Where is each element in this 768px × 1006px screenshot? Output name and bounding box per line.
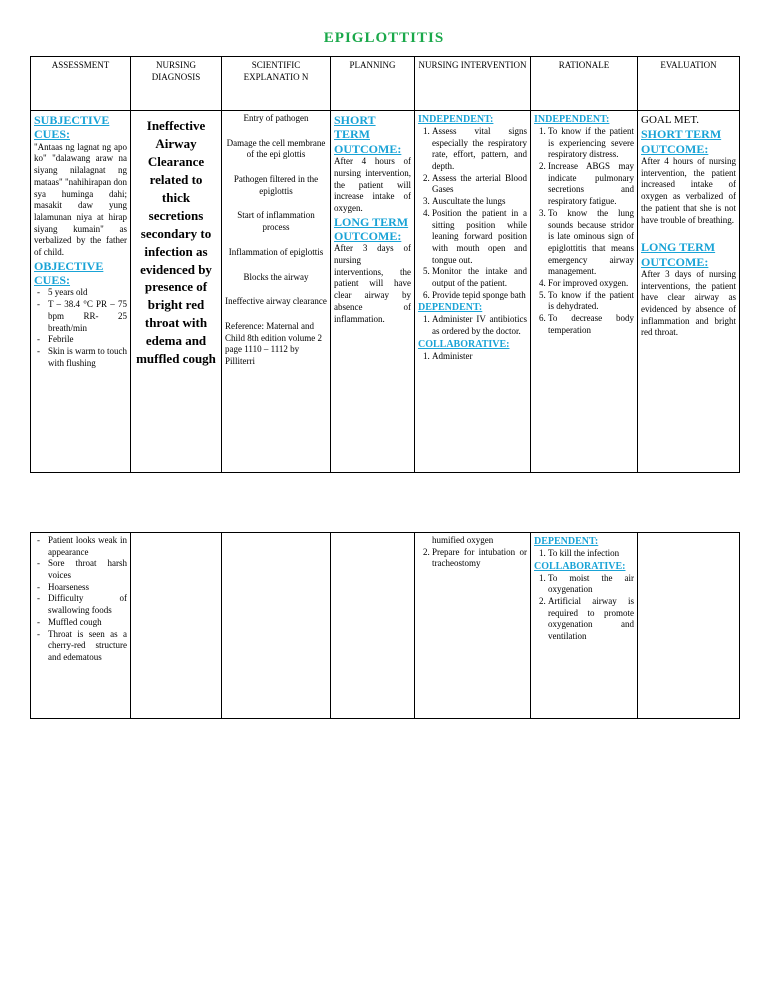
- list-item: - 5 years old: [34, 287, 127, 299]
- header-scientific-explanation: SCIENTIFIC EXPLANATIO N: [222, 57, 331, 111]
- short-term-outcome-text: After 4 hours of nursing intervention, the patient will increase intake of oxygen.: [334, 156, 411, 213]
- header-planning: PLANNING: [331, 57, 415, 111]
- subjective-cues-text: "Antaas ng lagnat ng apo ko" "dalawang araw na siyang nilalagnat ng mataas" "nahihirapan don sya huminga dahi; masakit daw yung lalamunan niya at hirap siyang kumain" as verbalized by the father of child.: [34, 141, 127, 257]
- list-item: 1. To moist the air oxygenation: [548, 573, 634, 596]
- list-item: 5. To know if the patient is dehydrated.: [548, 290, 634, 313]
- header-rationale: RATIONALE: [531, 57, 638, 111]
- list-item: 6. To decrease body temperation: [548, 313, 634, 336]
- evaluation-cell: [638, 111, 740, 473]
- list-item: 2. Artificial airway is required to promote oxygenation and ventilation: [548, 596, 634, 643]
- diagnosis-cell-continued: [131, 533, 222, 719]
- evaluation-cell-continued: [638, 533, 740, 719]
- collaborative-interventions: [418, 351, 527, 363]
- objective-cues-list: [34, 287, 127, 369]
- list-item: 2. Increase ABGS may indicate pulmonary secretions and respiratory fatigue.: [548, 161, 634, 208]
- scientific-explanation-cell: [222, 111, 331, 473]
- list-item: 4. For improved oxygen.: [548, 278, 634, 290]
- assessment-cell-continued: [31, 533, 131, 719]
- pathophysiology-step: Start of inflammation process: [237, 210, 315, 233]
- short-term-evaluation-text: After 4 hours of nursing intervention, the patient increased intake of oxygen as verbalized of the patient that she is not have trouble of breathing.: [641, 156, 736, 225]
- nursing-diagnosis-text: Ineffective Airway Clearance related to thick secretions secondary to infection as evidenced by presence of bright red throat with edema and muffled cough: [136, 118, 216, 367]
- list-item: 6. Provide tepid sponge bath: [432, 290, 527, 302]
- list-item: - T – 38.4 °C PR – 75 bpm RR- 25 breath/min: [34, 299, 127, 334]
- list-item: - Hoarseness: [34, 582, 127, 594]
- long-term-outcome-text: After 3 days of nursing interventions, the patient will have clear airway by absence of inflammation.: [334, 243, 411, 324]
- list-item: 1. To kill the infection: [548, 548, 634, 560]
- content-row-page-2: [31, 533, 740, 719]
- pathophysiology-step: Entry of pathogen: [243, 113, 309, 123]
- scientific-cell-continued: [222, 533, 331, 719]
- care-plan-table-page-2: [30, 532, 740, 719]
- short-term-outcome-label: SHORT TERM OUTCOME:: [334, 113, 402, 156]
- list-item: 3. To know the lung sounds because stridor is late ominous sign of epiglottitis that means emergency airway management.: [548, 208, 634, 278]
- list-item: 1. Administer IV antibiotics as ordered by the doctor.: [432, 314, 527, 337]
- dependent-label: DEPENDENT:: [418, 302, 483, 314]
- rationale-cell-continued: [531, 533, 638, 719]
- list-item: 3. Auscultate the lungs: [432, 196, 527, 208]
- independent-rationale: [534, 126, 634, 336]
- list-item: 5. Monitor the intake and output of the patient.: [432, 266, 527, 289]
- independent-interventions: [418, 126, 527, 301]
- header-assessment: ASSESSMENT: [31, 57, 131, 111]
- independent-label: INDEPENDENT:: [534, 114, 610, 125]
- collaborative-continued-text: humified oxygen: [432, 535, 494, 545]
- objective-cues-label: OBJECTIVE CUES:: [34, 258, 104, 288]
- document-title: EPIGLOTTITIS: [323, 30, 445, 46]
- intervention-cell: [415, 111, 531, 473]
- header-nursing-diagnosis: NURSING DIAGNOSIS: [131, 57, 222, 111]
- pathophysiology-step: Inflammation of epiglottis: [228, 246, 324, 257]
- long-term-outcome-label: LONG TERM OUTCOME:: [641, 240, 716, 269]
- list-item: - Muffled cough: [34, 617, 127, 629]
- dependent-label: DEPENDENT:: [534, 536, 599, 547]
- list-item: 1. Administer: [432, 351, 527, 363]
- long-term-evaluation-text: After 3 days of nursing interventions, the patient have clear airway as evidenced by absence of inflammation and bright red throat.: [641, 268, 736, 338]
- list-item: - Throat is seen as a cherry-red structure and edematous: [34, 629, 127, 664]
- list-item: - Febrile: [34, 334, 127, 346]
- collaborative-label: COLLABORATIVE:: [418, 338, 510, 350]
- goal-status: GOAL MET.: [641, 114, 700, 126]
- diagnosis-cell: [131, 111, 222, 473]
- pathophysiology-step: Pathogen filtered in the epiglottis: [233, 174, 319, 196]
- intervention-cell-continued: [415, 533, 531, 719]
- rationale-cell: [531, 111, 638, 473]
- pathophysiology-step: Damage the cell membrane of the epi glottis: [226, 137, 326, 160]
- header-row: [31, 57, 740, 111]
- list-item: 1. Assess vital signs especially the respiratory rate, effort, pattern, and depth.: [432, 126, 527, 173]
- list-item: 1. To know if the patient is experiencing severe respiratory distress.: [548, 126, 634, 161]
- reference-text: Reference: Maternal and Child 8th edition volume 2 page 1110 – 1112 by Pilliterri: [225, 320, 322, 366]
- planning-cell-continued: [331, 533, 415, 719]
- pathophysiology-step: Blocks the airway: [243, 271, 309, 282]
- collaborative-rationale: [534, 573, 634, 643]
- collaborative-interventions-continued: [418, 547, 527, 570]
- list-item: 2. Prepare for intubation or tracheostomy: [432, 547, 527, 570]
- list-item: - Sore throat harsh voices: [34, 558, 127, 581]
- list-item: - Skin is warm to touch with flushing: [34, 346, 127, 369]
- objective-cues-list-continued: [34, 535, 127, 664]
- list-item: - Difficulty of swallowing foods: [34, 593, 127, 616]
- pathophysiology-step: Ineffective airway clearance: [225, 296, 327, 307]
- list-item: 4. Position the patient in a sitting position while leaning forward position with mouth open and tongue out.: [432, 208, 527, 266]
- independent-label: INDEPENDENT:: [418, 114, 494, 125]
- long-term-outcome-label: LONG TERM OUTCOME:: [334, 214, 409, 243]
- dependent-rationale: [534, 548, 634, 560]
- subjective-cues-label: SUBJECTIVE CUES:: [34, 113, 110, 142]
- collaborative-label: COLLABORATIVE:: [534, 560, 626, 572]
- list-item: - Patient looks weak in appearance: [34, 535, 127, 558]
- content-row-page-1: [31, 111, 740, 473]
- header-evaluation: EVALUATION: [638, 57, 740, 111]
- short-term-outcome-label: SHORT TERM OUTCOME:: [641, 127, 722, 156]
- header-nursing-intervention: NURSING INTERVENTION: [415, 57, 531, 111]
- dependent-interventions: [418, 314, 527, 337]
- planning-cell: [331, 111, 415, 473]
- assessment-cell: [31, 111, 131, 473]
- care-plan-table-page-1: [30, 56, 740, 473]
- list-item: 2. Assess the arterial Blood Gases: [432, 173, 527, 196]
